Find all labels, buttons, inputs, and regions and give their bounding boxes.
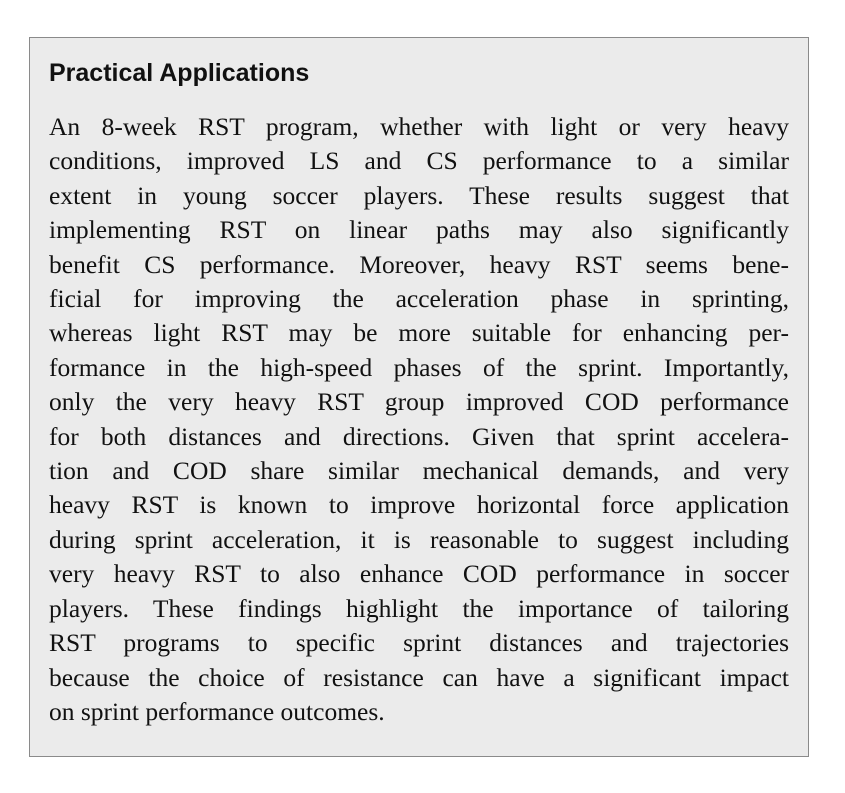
body-line: whereas light RST may be more suitable for enhancing per- — [49, 318, 789, 348]
body-line: extent in young soccer players. These results suggest that — [49, 180, 789, 210]
body-line: RST programs to specific sprint distances and trajectories — [49, 628, 789, 658]
box-title: Practical Applications — [49, 59, 310, 87]
box-body-text — [49, 110, 789, 729]
body-line: for both distances and directions. Given that sprint accelera- — [49, 421, 789, 451]
body-line: formance in the high-speed phases of the sprint. Importantly, — [49, 352, 789, 382]
body-line: conditions, improved LS and CS performance to a similar — [49, 146, 789, 176]
body-line: because the choice of resistance can have a significant impact — [49, 662, 789, 692]
body-line: on sprint performance outcomes. — [49, 696, 385, 726]
body-line: ficial for improving the acceleration phase in sprinting, — [49, 284, 789, 314]
body-line: An 8-week RST program, whether with light or very heavy — [49, 112, 789, 141]
body-line: very heavy RST to also enhance COD performance in soccer — [49, 559, 789, 589]
body-line: tion and COD share similar mechanical demands, and very — [49, 456, 789, 486]
body-line: benefit CS performance. Moreover, heavy RST seems bene- — [49, 249, 789, 279]
practical-applications-box — [29, 37, 809, 757]
body-line: players. These findings highlight the importance of tailoring — [49, 593, 789, 623]
body-line: only the very heavy RST group improved COD performance — [49, 387, 789, 417]
body-line: heavy RST is known to improve horizontal force application — [49, 490, 789, 520]
body-line: during sprint acceleration, it is reasonable to suggest including — [49, 524, 789, 554]
body-line: implementing RST on linear paths may also significantly — [49, 215, 789, 245]
